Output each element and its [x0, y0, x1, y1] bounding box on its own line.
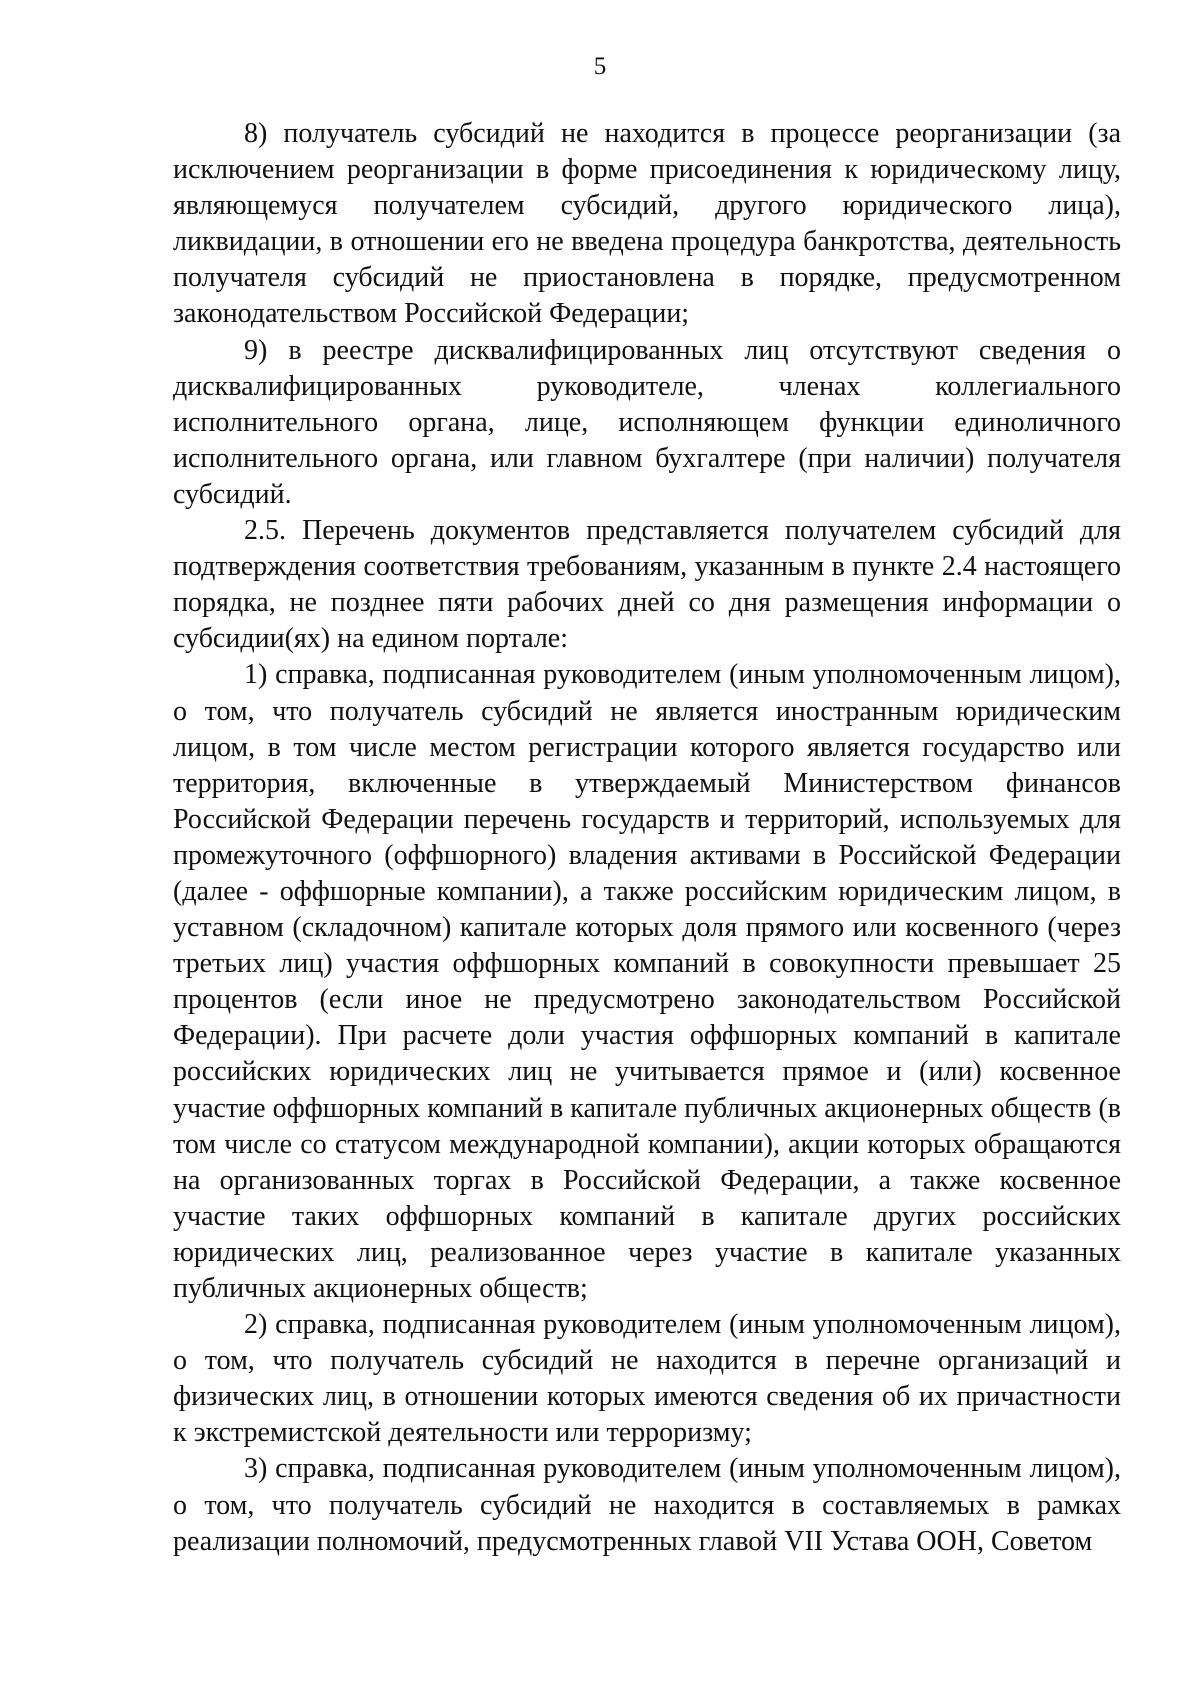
page-number: 5: [593, 53, 607, 80]
paragraph-section-2-5: 2.5. Перечень документов представляется получателем субсидий для подтверждения соответствия требованиям, указанным в пункте 2.4 настоящего порядка, не позднее пяти рабочих дней со дня размещения информации о субсидии(ях) на едином портале:: [173, 515, 1121, 655]
paragraph-document-3: 3) справка, подписанная руководителем (иным уполномоченным лицом), о том, что получатель субсидий не находится в составляемых в рамках реализации полномочий, предусмотренных главой VII Устава ООН, Советом: [173, 1453, 1121, 1557]
paragraph-document-2: 2) справка, подписанная руководителем (иным уполномоченным лицом), о том, что получатель субсидий не находится в перечне организаций и физических лиц, в отношении которых имеются сведения об их причастности к экстремистской деятельности или терроризму;: [173, 1309, 1121, 1449]
paragraph-document-1: 1) справка, подписанная руководителем (иным уполномоченным лицом), о том, что получатель субсидий не является иностранным юридическим лицом, в том числе местом регистрации которого является государство или территория, включенные в утверждаемый Министерством финансов Российской Федерации перечень государств и территорий, используемых для промежуточного (оффшорного) владения активами в Российской Федерации (далее - оффшорные компании), а также российским юридическим лицом, в уставном (складочном) капитале которых доля прямого или косвенного (через третьих лиц) участия оффшорных компаний в совокупности превышает 25 процентов (если иное не предусмотрено законодательством Российской Федерации). При расчете доли участия оффшорных компаний в капитале российских юридических лиц не учитывается прямое и (или) косвенное участие оффшорных компаний в капитале публичных акционерных обществ (в том числе со статусом международной компании), акции которых обращаются на организованных торгах в Российской Федерации, а также косвенное участие таких оффшорных компаний в капитале других российских юридических лиц, реализованное через участие в капитале указанных публичных акционерных обществ;: [173, 659, 1121, 1304]
paragraph-item-9: 9) в реестре дисквалифицированных лиц отсутствуют сведения о дисквалифицированных руководителе, членах коллегиального исполнительного органа, лице, исполняющем функции единоличного исполнительного органа, или главном бухгалтере (при наличии) получателя субсидий.: [173, 334, 1121, 510]
paragraph-item-8: 8) получатель субсидий не находится в процессе реорганизации (за исключением реорганизации в форме присоединения к юридическому лицу, являющемуся получателем субсидий, другого юридического лица), ликвидации, в отношении его не введена процедура банкротства, деятельность получателя субсидий не приостановлена в порядке, предусмотренном законодательством Российской Федерации;: [173, 118, 1121, 330]
document-body: [173, 116, 1121, 1560]
